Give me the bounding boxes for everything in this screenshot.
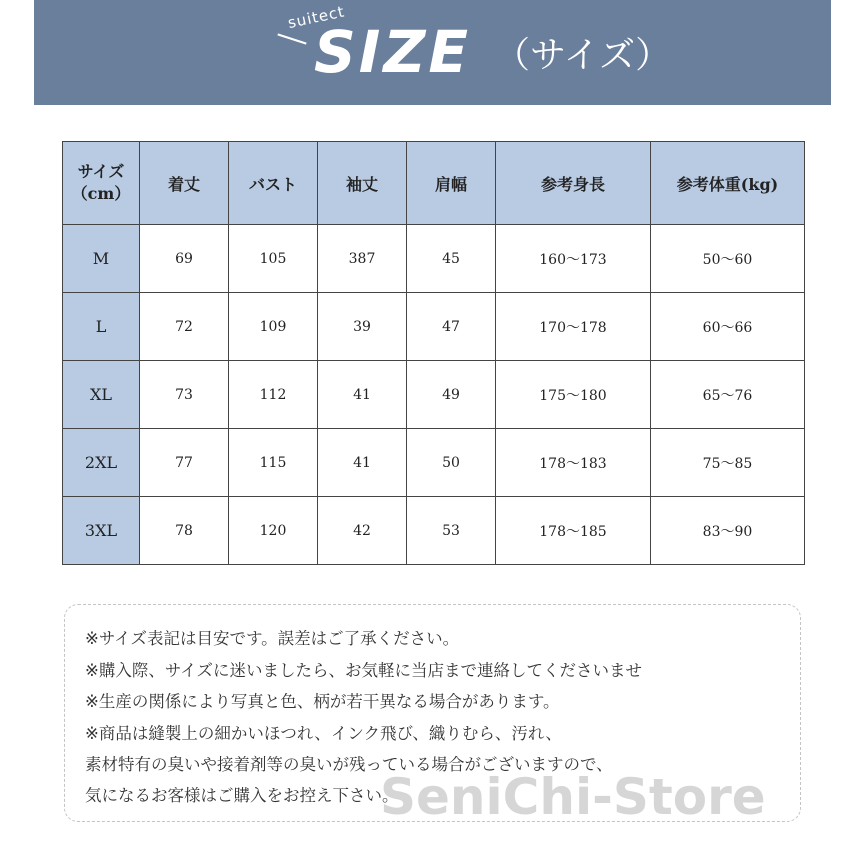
table-row (63, 225, 805, 293)
column-header-height: 参考身長 (496, 142, 651, 225)
table-cell: 83～90 (651, 497, 805, 565)
table-cell: 42 (318, 497, 407, 565)
table-cell: 120 (229, 497, 318, 565)
table-cell: 47 (407, 293, 496, 361)
decorative-stroke (277, 33, 306, 44)
note-line: 素材特有の臭いや接着剤等の臭いが残っている場合がございますので、 (85, 755, 613, 774)
table-cell: 41 (318, 429, 407, 497)
table-cell: 178～183 (496, 429, 651, 497)
table-cell: 41 (318, 361, 407, 429)
column-header-size: サイズ （cm） (63, 142, 140, 225)
table-cell: 60～66 (651, 293, 805, 361)
table-row (63, 429, 805, 497)
note-line: ※サイズ表記は目安です。誤差はご了承ください。 (85, 629, 460, 648)
row-label: XL (63, 361, 140, 429)
table-cell: 178～185 (496, 497, 651, 565)
store-watermark: SeniChi-Store (380, 768, 766, 826)
row-label: L (63, 293, 140, 361)
script-text: suitect (286, 2, 347, 32)
table-cell: 175～180 (496, 361, 651, 429)
column-header-shoulder: 肩幅 (407, 142, 496, 225)
table-cell: 112 (229, 361, 318, 429)
table-cell: 50～60 (651, 225, 805, 293)
row-label: 2XL (63, 429, 140, 497)
table-cell: 39 (318, 293, 407, 361)
note-line: 気になるお客様はご購入をお控え下さい。 (85, 786, 399, 805)
size-subtitle: （サイズ） (494, 35, 672, 76)
table-row (63, 361, 805, 429)
row-label: 3XL (63, 497, 140, 565)
table-cell: 73 (140, 361, 229, 429)
table-cell: 115 (229, 429, 318, 497)
table-cell: 45 (407, 225, 496, 293)
table-cell: 170～178 (496, 293, 651, 361)
size-table (62, 141, 805, 565)
header-banner (34, 0, 831, 105)
row-label: M (63, 225, 140, 293)
table-cell: 77 (140, 429, 229, 497)
column-header-sleeve: 袖丈 (318, 142, 407, 225)
note-line: ※商品は縫製上の細かいほつれ、インク飛び、織りむら、汚れ、 (85, 724, 562, 743)
table-cell: 75～85 (651, 429, 805, 497)
table-cell: 69 (140, 225, 229, 293)
table-cell: 50 (407, 429, 496, 497)
table-cell: 109 (229, 293, 318, 361)
table-row (63, 293, 805, 361)
column-header-bust: バスト (229, 142, 318, 225)
table-cell: 65～76 (651, 361, 805, 429)
size-title: SIZE (314, 18, 472, 86)
table-cell: 160～173 (496, 225, 651, 293)
table-cell: 53 (407, 497, 496, 565)
table-cell: 49 (407, 361, 496, 429)
column-header-weight: 参考体重(kg) (651, 142, 805, 225)
note-line: ※生産の関係により写真と色、柄が若干異なる場合があります。 (85, 692, 560, 711)
table-cell: 105 (229, 225, 318, 293)
table-cell: 78 (140, 497, 229, 565)
table-cell: 72 (140, 293, 229, 361)
table-row (63, 497, 805, 565)
note-line: ※購入際、サイズに迷いましたら、お気軽に当店まで連絡してくださいませ (85, 661, 643, 680)
column-header-length: 着丈 (140, 142, 229, 225)
table-header-row (63, 142, 805, 225)
table-cell: 387 (318, 225, 407, 293)
